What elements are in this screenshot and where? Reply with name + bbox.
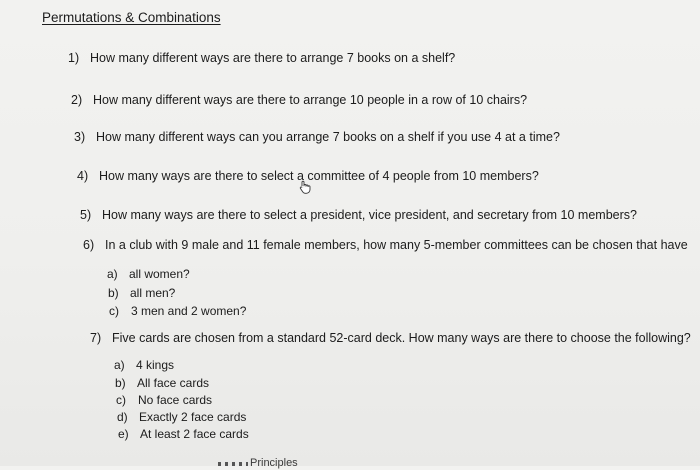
question-number: 4) [77, 169, 89, 183]
question-number: 6) [83, 238, 95, 252]
page-title: Permutations & Combinations [42, 10, 221, 25]
part-letter: b) [108, 286, 119, 300]
next-section-heading-fragment: Principles [250, 457, 298, 469]
question-7 [90, 331, 691, 345]
question-text: How many ways are there to select a president, vice president, and secretary from 10 members? [102, 208, 637, 222]
part-letter: c) [109, 304, 119, 318]
part-letter: c) [116, 393, 126, 407]
question-2 [71, 93, 527, 107]
question-1 [68, 51, 455, 65]
part-text: all women? [129, 267, 190, 281]
part-letter: b) [115, 376, 126, 390]
part-text: At least 2 face cards [140, 427, 249, 441]
part-letter: e) [118, 427, 129, 441]
part-text: No face cards [138, 393, 213, 407]
question-text: Five cards are chosen from a standard 52-card deck. How many ways are there to choose the following? [112, 331, 691, 345]
question-6-part-b [108, 286, 175, 300]
part-text: all men? [130, 286, 176, 300]
question-7-part-e [118, 427, 249, 441]
question-text: How many different ways are there to arrange 10 people in a row of 10 chairs? [93, 93, 528, 107]
part-text: 4 kings [136, 358, 175, 372]
question-7-part-c [116, 393, 212, 407]
question-number: 5) [80, 208, 92, 222]
question-text: How many different ways can you arrange 7 books on a shelf if you use 4 at a time? [96, 130, 560, 144]
next-section-fragment [218, 456, 348, 470]
question-number: 7) [90, 331, 102, 345]
part-letter: d) [117, 410, 128, 424]
cut-off-text-dots [218, 462, 248, 466]
hand-cursor-icon [298, 180, 312, 194]
question-7-part-a [114, 358, 174, 372]
question-3 [74, 130, 560, 144]
question-6 [83, 238, 688, 252]
question-text: In a club with 9 male and 11 female members, how many 5-member committees can be chosen that have [105, 238, 688, 252]
part-letter: a) [114, 358, 125, 372]
question-5 [80, 208, 637, 222]
question-number: 2) [71, 93, 83, 107]
question-7-part-d [117, 410, 246, 424]
question-6-part-a [107, 267, 190, 281]
part-text: All face cards [137, 376, 210, 390]
part-letter: a) [107, 267, 118, 281]
part-text: Exactly 2 face cards [139, 410, 247, 424]
question-6-part-c [109, 304, 246, 318]
question-number: 3) [74, 130, 86, 144]
question-number: 1) [68, 51, 80, 65]
question-7-part-b [115, 376, 209, 390]
question-text: How many different ways are there to arrange 7 books on a shelf? [90, 51, 456, 65]
question-text: How many ways are there to select a committee of 4 people from 10 members? [99, 169, 539, 183]
part-text: 3 men and 2 women? [131, 304, 247, 318]
